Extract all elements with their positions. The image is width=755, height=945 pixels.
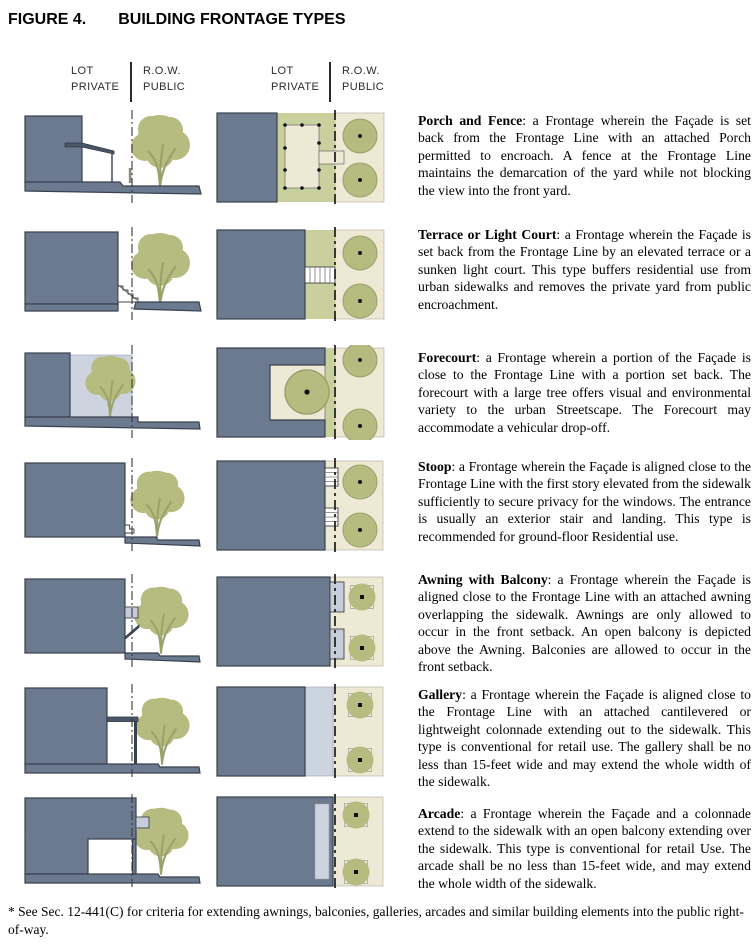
term-label: Arcade — [418, 806, 461, 821]
building-shape — [217, 577, 330, 666]
figure-number: FIGURE 4. — [8, 11, 87, 28]
terrace-text: Terrace or Light Court: a Frontage wherein the Façade is set back from the Frontage Line by an elevated terrace or a sunken light court. This type buffers residential use from urban sidewalks and removes the private yard from public encroachment. — [418, 227, 752, 312]
street-tree-icon — [349, 635, 376, 662]
building-shape — [25, 579, 125, 653]
gallery-column — [134, 722, 137, 765]
tree-icon — [130, 471, 184, 537]
building-shape — [25, 116, 82, 182]
term-label: Gallery — [418, 687, 463, 702]
tree-icon — [343, 119, 377, 153]
tree-icon — [134, 587, 188, 653]
awning-section-diagram — [10, 574, 210, 669]
stoop-text: Stoop: a Frontage wherein the Façade is aligned close to the Frontage Line with the first story elevated from the sidewalk sufficiently to secure privacy for the windows. The entrance is usually an exterior stair and landing. This type is recommended for ground-floor Residential use. — [418, 459, 751, 544]
header-private-1: PRIVATE — [71, 81, 120, 93]
sidewalk-shape — [25, 764, 200, 773]
arcade-section-diagram — [10, 794, 210, 889]
gallery-section-diagram — [10, 684, 210, 779]
tree-icon — [343, 345, 377, 377]
gallery-shape — [305, 687, 333, 776]
terrace-section-diagram — [10, 227, 210, 322]
term-label: Porch and Fence — [418, 113, 523, 128]
header-row-2: R.O.W. — [342, 65, 380, 77]
forecourt-text: Forecourt: a Frontage wherein a portion of the Façade is close to the Frontage Line with a portion set back. The forecourt with a large tree offers visual and environmental variety to the urban Streetscape. The Forecourt may accommodate a vehicular drop-off. — [418, 350, 751, 435]
building-shape — [25, 798, 136, 874]
tree-icon — [131, 115, 190, 187]
street-tree-icon — [349, 584, 376, 611]
tree-icon — [343, 236, 377, 270]
sidewalk-shape — [134, 302, 201, 311]
stoop-section-diagram — [10, 458, 210, 553]
forecourt-plan-diagram — [215, 345, 400, 440]
awning-shape — [330, 629, 344, 659]
header-public-2: PUBLIC — [342, 81, 385, 93]
stairs-shape — [118, 286, 138, 302]
street-tree-icon — [347, 692, 374, 719]
gallery-canopy-shape — [107, 717, 138, 722]
tree-icon — [343, 163, 377, 197]
building-shape — [25, 463, 125, 537]
tree-icon — [135, 698, 189, 764]
figure-title: BUILDING FRONTAGE TYPES — [118, 11, 346, 28]
porch-and-fence-section-diagram — [10, 110, 210, 205]
porch-and-fence-plan-diagram — [215, 110, 400, 205]
arcade-walkway-shape — [315, 804, 329, 879]
tree-icon — [343, 409, 377, 440]
building-shape — [25, 232, 118, 304]
tree-icon — [343, 284, 377, 318]
building-shape — [217, 687, 305, 776]
building-shape — [217, 113, 277, 202]
ground-shape — [25, 182, 201, 194]
term-label: Awning with Balcony — [418, 572, 548, 587]
tree-icon — [131, 233, 190, 305]
stoop-steps-shape — [125, 525, 134, 533]
arcade-plan-diagram — [215, 794, 400, 889]
header-private-2: PRIVATE — [271, 81, 320, 93]
building-shape — [25, 688, 107, 764]
footnote: * See Sec. 12-441(C) for criteria for extending awnings, balconies, galleries, arcades and similar building elements into the public right-of-way. — [8, 904, 744, 937]
header-row-1: R.O.W. — [143, 65, 181, 77]
page-title — [8, 11, 346, 29]
header-lot-2: LOT — [271, 65, 294, 77]
large-tree-icon — [285, 370, 329, 414]
gallery-plan-diagram — [215, 684, 400, 779]
header-divider-2 — [329, 62, 331, 102]
tree-icon — [343, 465, 377, 499]
sidewalk-shape — [25, 874, 200, 883]
street-tree-icon — [343, 859, 370, 886]
sidewalk-shape — [125, 653, 200, 662]
term-label: Terrace or Light Court — [418, 227, 557, 242]
terrace-ground-shape — [25, 304, 118, 311]
fence-post — [129, 168, 132, 183]
building-shape — [217, 461, 325, 550]
building-shape — [217, 230, 305, 319]
awning-plan-diagram — [215, 574, 400, 669]
arcade-column — [133, 839, 137, 874]
awning-shape — [330, 582, 344, 612]
street-tree-icon — [343, 802, 370, 829]
porch-and-fence-text: Porch and Fence: a Frontage wherein the Façade is set back from the Frontage Line with an attached Porch permitted to encroach. A fence at the Frontage Line maintains the demarcation of the yard while not blocking the view into the front yard. — [418, 113, 751, 198]
stoop-plan-diagram — [215, 458, 400, 553]
forecourt-section-diagram — [10, 345, 210, 440]
header-lot-1: LOT — [71, 65, 94, 77]
porch-shape — [285, 125, 319, 188]
header-divider-1 — [130, 62, 132, 102]
header-public-1: PUBLIC — [143, 81, 186, 93]
tree-icon — [343, 513, 377, 547]
term-label: Forecourt — [418, 350, 477, 365]
street-tree-icon — [347, 747, 374, 774]
walkway-shape — [319, 151, 344, 164]
awning-text: Awning with Balcony: a Frontage wherein the Façade is aligned close to the Frontage Line with an attached awning overlapping the sidewalk. Awnings are only allowed to occur in the front setback. An open balcony is depicted above the Awning. Balconies are allowed to occur in the front setback. — [418, 572, 751, 675]
ground-shape — [25, 417, 200, 429]
gallery-text: Gallery: a Frontage wherein the Façade is aligned close to the Frontage Line with an attached cantilevered or lightweight colonnade extending out to the sidewalk. This type is conventional for retail use. The gallery shall be no less than 15-feet wide and may extend the whole width of the sidewalk. — [418, 687, 751, 790]
balcony-shape — [136, 817, 149, 828]
building-shape — [25, 353, 70, 417]
terrace-plan-diagram — [215, 227, 400, 322]
sidewalk-shape — [125, 537, 200, 546]
arcade-text: Arcade: a Frontage wherein the Façade and a colonnade extend to the sidewalk with an open balcony extending over the sidewalk. This type is conventional for retail Use. The arcade shall be no less than 15-feet wide, and may extend the whole width of the sidewalk. — [418, 806, 751, 891]
term-label: Stoop — [418, 459, 452, 474]
